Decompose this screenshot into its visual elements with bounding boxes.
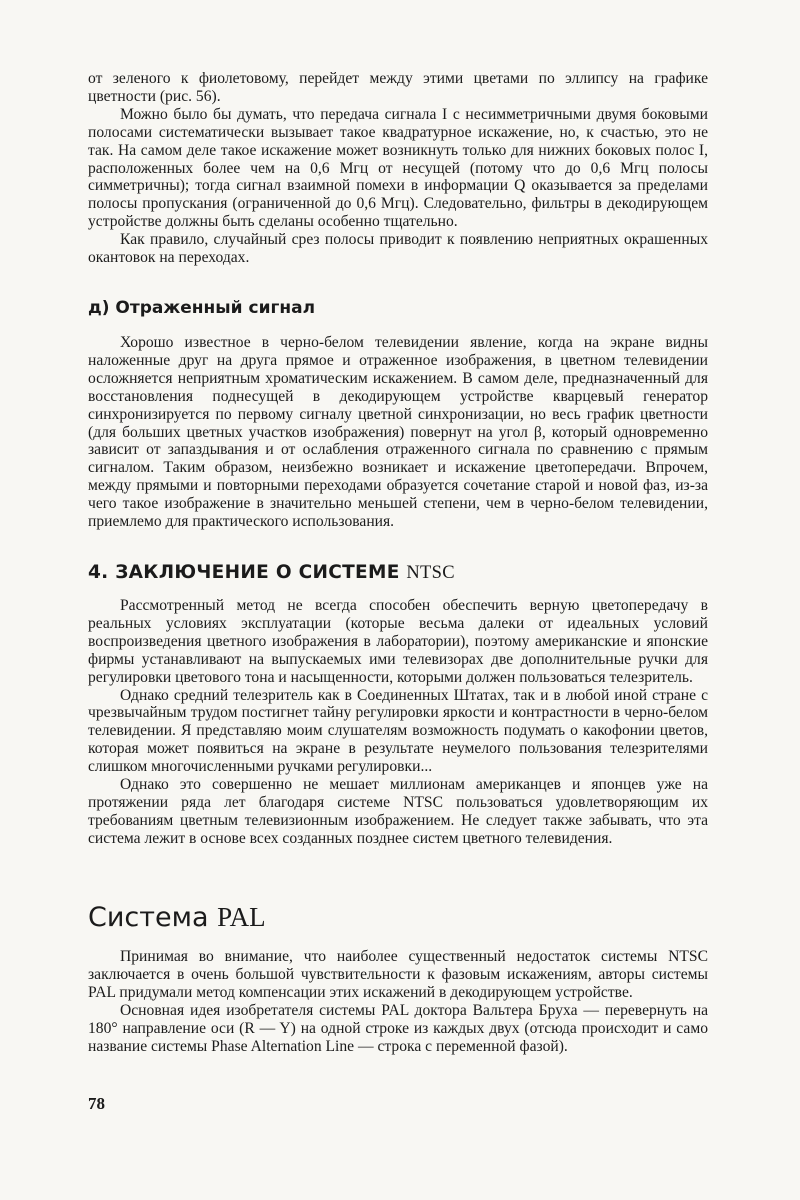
- chapter-heading-pal: [88, 902, 266, 933]
- paragraph: Однако это совершенно не мешает миллионам американцев и японцев уже на протяжении ряда лет благодаря системе NTSC пользоваться удовлетворяющим их требованиям цветным телевизионным изображением. Не следует также забывать, что эта система лежит в основе всех созданных позднее систем цветного телевидения.: [88, 776, 708, 847]
- paragraph: Однако средний телезритель как в Соединенных Штатах, так и в любой иной стране с чрезвычайным трудом постигнет тайну регулировки яркости и контрастности в черно-белом телевидении. Я представляю моим слушателям возможность подумать о какофонии цветов, которая может появиться на экране в результате неумелого пользования телезрителями слишком многочисленными ручками регулировки...: [88, 686, 708, 776]
- intro-text: [88, 70, 708, 267]
- heading-text: 4. ЗАКЛЮЧЕНИЕ О СИСТЕМЕ: [88, 562, 407, 583]
- paragraph: Можно было бы думать, что передача сигнала I с несимметричными двумя боковыми полосами систематически вызывает такое квадратурное искажение, но, к счастью, это не так. На самом деле такое искажение может возникнуть только для нижних боковых полос I, расположенных более чем на 0,6 Мгц от несущей (потому что до 0,6 Мгц полосы симметричны); тогда сигнал взаимной помехи в информации Q оказывается за пределами полосы пропускания (ограниченной до 0,6 Мгц). Следовательно, фильтры в декодирующем устройстве должны быть сделаны особенно тщательно.: [88, 105, 708, 231]
- heading-text: Система: [88, 902, 218, 933]
- section-reflected-signal-text: [88, 334, 708, 531]
- paragraph: Основная идея изобретателя системы PAL доктора Вальтера Бруха — перевернуть на 180° направление оси (R — Y) на одной строке из каждых двух (отсюда происходит и само название системы Phase Alternation Line — строка с переменной фазой).: [88, 1001, 708, 1055]
- section-pal-text: [88, 948, 708, 1055]
- section-heading-reflected-signal: д) Отраженный сигнал: [88, 298, 316, 318]
- paragraph: Рассмотренный метод не всегда способен обеспечить верную цветопередачу в реальных условиях эксплуатации (которые весьма далеки от идеальных условий воспроизведения цветного изображения в лаборатории), поэтому американские и японские фирмы устанавливают на выпускаемых ими телевизорах две дополнительные ручки для регулировки цветового тона и насыщенности, которыми должен пользоваться телезритель.: [88, 597, 708, 686]
- heading-latin: NTSC: [406, 563, 455, 583]
- paragraph: от зеленого к фиолетовому, перейдет между этими цветами по эллипсу на графике цветности (рис. 56).: [88, 70, 708, 105]
- heading-latin: PAL: [217, 902, 266, 932]
- section-heading-ntsc-conclusion: [88, 562, 455, 584]
- paragraph: Как правило, случайный срез полосы приводит к появлению неприятных окрашенных окантовок на переходах.: [88, 231, 708, 267]
- page-number: 78: [88, 1094, 105, 1113]
- paragraph: Принимая во внимание, что наиболее существенный недостаток системы NTSC заключается в очень большой чувствительности к фазовым искажениям, авторы системы PAL придумали метод компенсации этих искажений в декодирующем устройстве.: [88, 948, 708, 1001]
- paragraph: Хорошо известное в черно-белом телевидении явление, когда на экране видны наложенные друг на друга прямое и отраженное изображения, в цветном телевидении осложняется неприятным хроматическим искажением. В самом деле, предназначенный для восстановления поднесущей в декодирующем устройстве кварцевый генератор синхронизируется по первому сигналу цветной синхронизации, но весь график цветности (для больших цветных участков изображения) повернут на угол β, который одновременно зависит от запаздывания и от ослабления отраженного сигнала по сравнению с прямым сигналом. Таким образом, неизбежно возникает и искажение цветопередачи. Впрочем, между прямыми и повторными переходами образуется сочетание старой и новой фаз, из-за чего такое изображение в значительно меньшей степени, чем в черно-белом телевидении, приемлемо для практического использования.: [88, 334, 708, 531]
- section-ntsc-conclusion-text: [88, 597, 708, 848]
